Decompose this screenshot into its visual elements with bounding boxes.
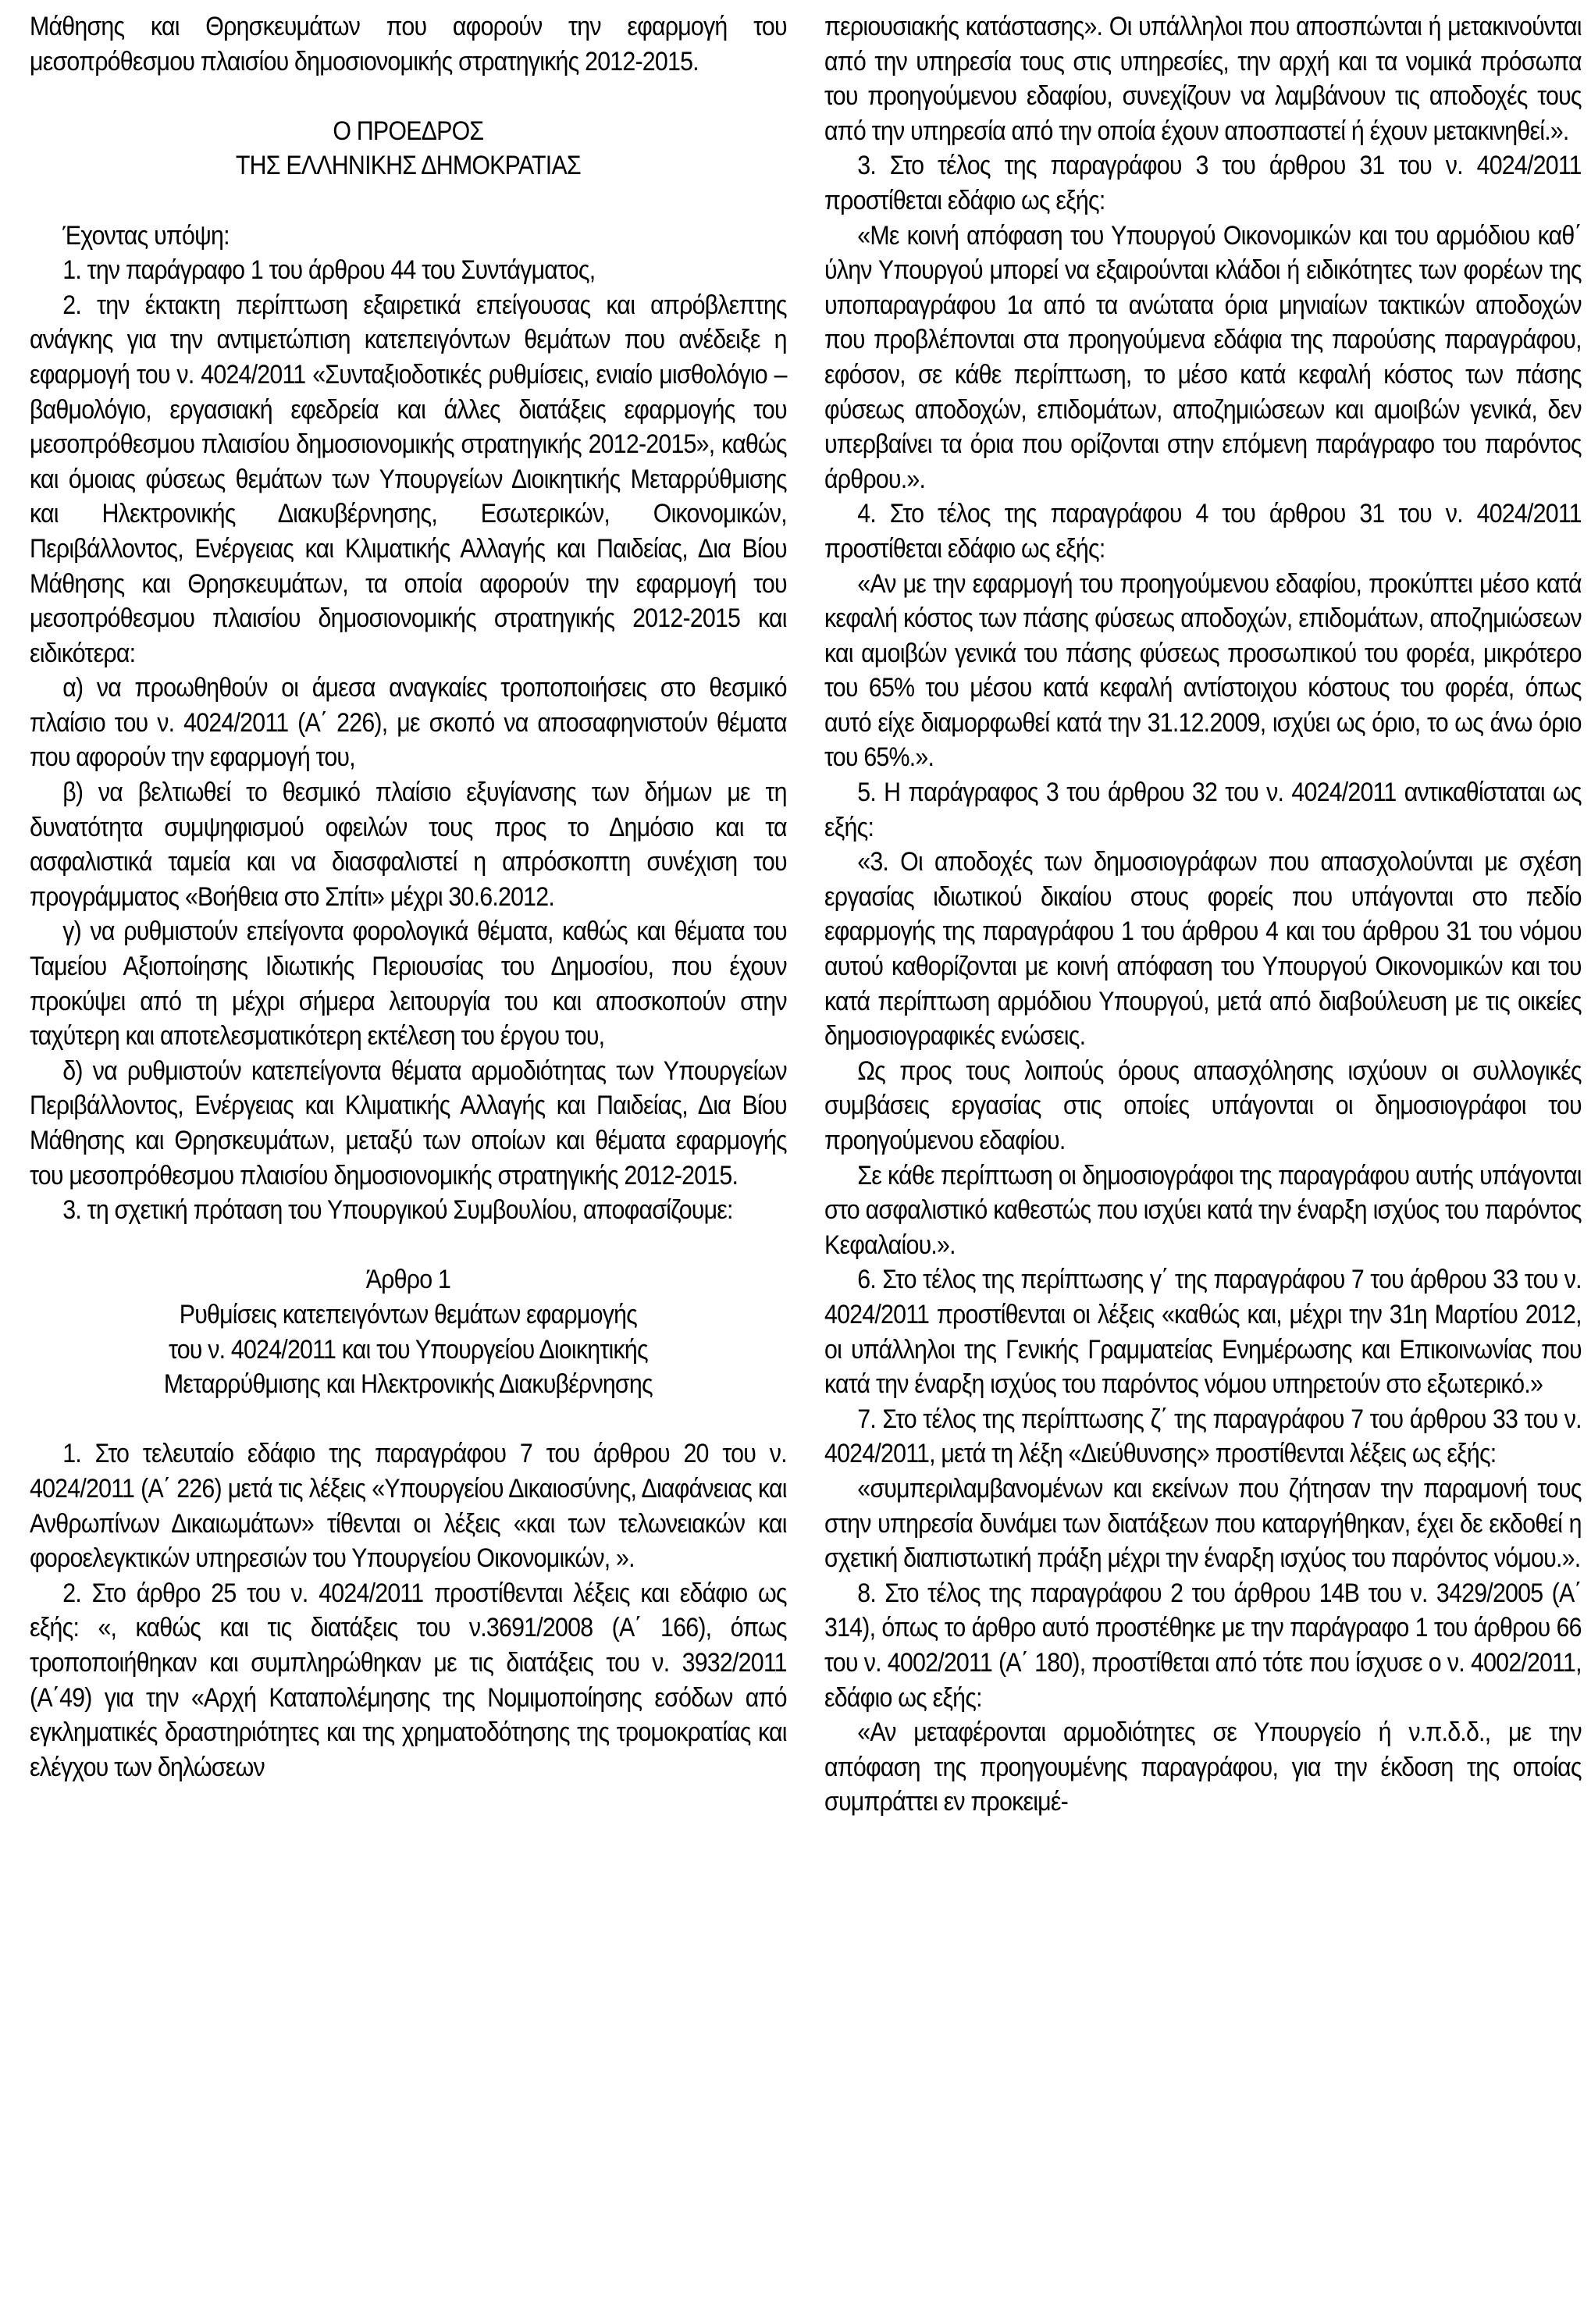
- article-paragraph-4-quote: «Αν με την εφαρμογή του προηγούμενου εδαφίου, προκύπτει μέσο κατά κεφαλή κόστος των πάσης φύσεως αποδοχών, επιδομάτων, αποζημιώσεων και αμοιβών γενικά του πάσης φύσεως προσωπικού του φορέα, μικρότερο του 65% του μέσου κατά κεφαλή αντίστοιχου κόστους του φορέα, όπως αυτό είχε διαμορφωθεί κατά την 31.12.2009, ισχύει ως όριο, το ως άνω όριο του 65%.».: [824, 568, 1582, 773]
- article-paragraph-8-quote: «Αν μεταφέρονται αρμοδιότητες σε Υπουργείο ή ν.π.δ.δ., με την απόφαση της προηγουμένης παραγράφου, για την έκδοση της οποίας συμπράττει εν προκειμέ-: [824, 1717, 1582, 1817]
- considering-label: Έχοντας υπόψη:: [62, 220, 230, 251]
- article-paragraph-5: 5. Η παράγραφος 3 του άρθρου 32 του ν. 4024/2011 αντικαθίσταται ως εξής:: [824, 778, 1582, 842]
- article-paragraph-5-quote-3: Σε κάθε περίπτωση οι δημοσιογράφοι της παραγράφου αυτής υπάγονται στο ασφαλιστικό καθεστώς που ισχύει κατά την έναρξη ισχύος του παρόντος Κεφαλαίου.».: [824, 1160, 1582, 1260]
- consideration-item-2c: γ) να ρυθμιστούν επείγοντα φορολογικά θέματα, καθώς και θέματα του Ταμείου Αξιοποίησης Ιδιωτικής Περιουσίας του Δημοσίου, που έχουν προκύψει από τη μέχρι σήμερα λειτουργία του και αποσκοπούν στην ταχύτερη και αποτελεσματικότερη εκτέλεση του έργου του,: [30, 916, 787, 1052]
- article-paragraph-3-quote: «Με κοινή απόφαση του Υπουργού Οικονομικών και του αρμόδιου καθ΄ ύλην Υπουργού μπορεί να εξαιρούνται κλάδοι ή ειδικότητες των φορέων της υποπαραγράφου 1α από τα ανώτατα όρια μηνιαίων τακτικών αποδοχών που προβλέπονται στα προηγούμενα εδάφια της παρούσης παραγράφου, εφόσον, σε κάθε περίπτωση, το μέσο κατά κεφαλή κόστος των πάσης φύσεως αποδοχών, επιδομάτων, αποζημιώσεων και αμοιβών γενικά, δεν υπερβαίνει τα όρια που ορίζονται στην επόμενη παράγραφο του παρόντος άρθρου.».: [824, 220, 1582, 494]
- article-paragraph-5-quote-1: «3. Οι αποδοχές των δημοσιογράφων που απασχολούνται με σχέση εργασίας ιδιωτικού δικαίου στους φορείς που υπάγονται στο πεδίο εφαρμογής της παραγράφου 1 του άρθρου 4 και του άρθρου 31 του νόμου αυτού καθορίζονται με κοινή απόφαση του Υπουργού Οικονομικών και του κατά περίπτωση αρμόδιου Υπουργού, μετά από διαβούλευση με τις οικείες δημοσιογραφικές ενώσεις.: [824, 847, 1582, 1052]
- consideration-item-2b: β) να βελτιωθεί το θεσμικό πλαίσιο εξυγίανσης των δήμων με τη δυνατότητα συμψηφισμού οφειλών τους προς το Δημόσιο και τα ασφαλιστικά ταμεία και να διασφαλιστεί η απρόσκοπτη συνέχιση του προγράμματος «Βοήθεια στο Σπίτι» μέχρι 30.6.2012.: [30, 778, 787, 912]
- consideration-item-2: 2. την έκτακτη περίπτωση εξαιρετικά επείγουσας και απρόβλεπτης ανάγκης για την αντιμετώπιση κατεπειγόντων θεμάτων που ανέδειξε η εφαρμογή του ν. 4024/2011 «Συνταξιοδοτικές ρυθμίσεις, ενιαίο μισθολόγιο – βαθμολόγιο, εργασιακή εφεδρεία και άλλες διατάξεις εφαρμογής του μεσοπρόθεσμου πλαισίου δημοσιονομικής στρατηγικής 2012-2015», καθώς και όμοιας φύσεως θεμάτων των Υπουργείων Διοικητικής Μεταρρύθμισης και Ηλεκτρονικής Διακυβέρνησης, Εσωτερικών, Οικονομικών, Περιβάλλοντος, Ενέργειας και Κλιματικής Αλλαγής και Παιδείας, Δια Βίου Μάθησης και Θρησκευμάτων, τα οποία αφορούν την εφαρμογή του μεσοπρόθεσμου πλαισίου δημοσιονομικής στρατηγικής 2012-2015 και ειδικότερα:: [30, 290, 787, 668]
- left-column: [30, 9, 787, 1785]
- article-paragraph-2: 2. Στο άρθρο 25 του ν. 4024/2011 προστίθενται λέξεις και εδάφιο ως εξής: «, καθώς και τις διατάξεις του ν.3691/2008 (Α΄ 166), όπως τροποποιήθηκαν και συμπληρώθηκαν με τις διατάξεις του ν. 3932/2011 (Α΄49) για την «Αρχή Καταπολέμησης της Νομιμοποίησης εσόδων από εγκληματικές δραστηριότητες και της χρηματοδότησης της τρομοκρατίας και ελέγχου των δηλώσεων: [30, 1578, 787, 1782]
- article-title-line-3: Μεταρρύθμισης και Ηλεκτρονικής Διακυβέρνησης: [163, 1369, 653, 1400]
- article-title-line-2: του ν. 4024/2011 και του Υπουργείου Διοικητικής: [168, 1334, 648, 1365]
- right-column: [824, 9, 1582, 1820]
- intro-continuation: Μάθησης και Θρησκευμάτων που αφορούν την εφαρμογή του μεσοπρόθεσμου πλαισίου δημοσιονομικής στρατηγικής 2012-2015.: [30, 12, 787, 77]
- article-paragraph-5-quote-2: Ως προς τους λοιπούς όρους απασχόλησης ισχύουν οι συλλογικές συμβάσεις εργασίας στις οποίες υπάγονται οι δημοσιογράφοι του προηγούμενου εδαφίου.: [824, 1055, 1582, 1155]
- article-paragraph-7: 7. Στο τέλος της περίπτωσης ζ΄ της παραγράφου 7 του άρθρου 33 του ν. 4024/2011, μετά τη λέξη «Διεύθυνσης» προστίθενται λέξεις ως εξής:: [824, 1404, 1582, 1469]
- article-paragraph-6: 6. Στο τέλος της περίπτωσης γ΄ της παραγράφου 7 του άρθρου 33 του ν. 4024/2011 προστίθενται οι λέξεις «καθώς και, μέχρι την 31η Μαρτίου 2012, οι υπάλληλοι της Γενικής Γραμματείας Ενημέρωσης και Επικοινωνίας που κατά την έναρξη ισχύος του παρόντος νόμου υπηρετούν στο εξωτερικό.»: [824, 1265, 1582, 1400]
- heading-republic: ΤΗΣ ΕΛΛΗΝΙΚΗΣ ΔΗΜΟΚΡΑΤΙΑΣ: [235, 151, 581, 181]
- consideration-item-2d: δ) να ρυθμιστούν κατεπείγοντα θέματα αρμοδιότητας των Υπουργείων Περιβάλλοντος, Ενέργειας και Κλιματικής Αλλαγής και Παιδείας, Δια Βίου Μάθησης και Θρησκευμάτων, μεταξύ των οποίων και θέματα εφαρμογής του μεσοπρόθεσμου πλαισίου δημοσιονομικής στρατηγικής 2012-2015.: [30, 1055, 787, 1190]
- article-paragraph-8: 8. Στο τέλος της παραγράφου 2 του άρθρου 14Β του ν. 3429/2005 (Α΄ 314), όπως το άρθρο αυτό προστέθηκε με την παράγραφο 1 του άρθρου 66 του ν. 4002/2011 (Α΄ 180), προστίθεται από τότε που ίσχυσε ο ν. 4002/2011, εδάφιο ως εξής:: [824, 1578, 1582, 1713]
- article-title-line-1: Ρυθμίσεις κατεπειγόντων θεμάτων εφαρμογής: [179, 1299, 638, 1329]
- consideration-item-3: 3. τη σχετική πρόταση του Υπουργικού Συμβουλίου, αποφασίζουμε:: [62, 1195, 733, 1226]
- heading-president: Ο ΠΡΟΕΔΡΟΣ: [333, 116, 484, 146]
- article-paragraph-4: 4. Στο τέλος της παραγράφου 4 του άρθρου 31 του ν. 4024/2011 προστίθεται εδάφιο ως εξής:: [824, 499, 1582, 564]
- consideration-item-1: 1. την παράγραφο 1 του άρθρου 44 του Συντάγματος,: [62, 255, 596, 286]
- article-number: Άρθρο 1: [365, 1265, 451, 1295]
- consideration-item-2a: α) να προωθηθούν οι άμεσα αναγκαίες τροποποιήσεις στο θεσμικό πλαίσιο του ν. 4024/2011 (Α΄ 226), με σκοπό να αποσαφηνιστούν θέματα που αφορούν την εφαρμογή του,: [30, 673, 787, 773]
- article-paragraph-1: 1. Στο τελευταίο εδάφιο της παραγράφου 7 του άρθρου 20 του ν. 4024/2011 (Α΄ 226) μετά τις λέξεις «Υπουργείου Δικαιοσύνης, Διαφάνειας και Ανθρωπίνων Δικαιωμάτων» τίθενται οι λέξεις «και των τελωνειακών και φοροελεγκτικών υπηρεσιών του Υπουργείου Οικονομικών, ».: [30, 1439, 787, 1574]
- paragraph-2-continuation: περιουσιακής κατάστασης». Οι υπάλληλοι που αποσπώνται ή μετακινούνται από την υπηρεσία τους στις υπηρεσίες, την αρχή και τα νομικά πρόσωπα του προηγούμενου εδαφίου, συνεχίζουν να λαμβάνουν τις αποδοχές τους από την υπηρεσία από την οποία έχουν αποσπαστεί ή έχουν μετακινηθεί.».: [824, 12, 1582, 146]
- article-paragraph-3: 3. Στο τέλος της παραγράφου 3 του άρθρου 31 του ν. 4024/2011 προστίθεται εδάφιο ως εξής:: [824, 151, 1582, 215]
- article-paragraph-7-quote: «συμπεριλαμβανομένων και εκείνων που ζήτησαν την παραμονή τους στην υπηρεσία δυνάμει των διατάξεων που καταργήθηκαν, έχει δε εκδοθεί η σχετική διαπιστωτική πράξη μέχρι την έναρξη ισχύος του παρόντος νόμου.».: [824, 1473, 1582, 1574]
